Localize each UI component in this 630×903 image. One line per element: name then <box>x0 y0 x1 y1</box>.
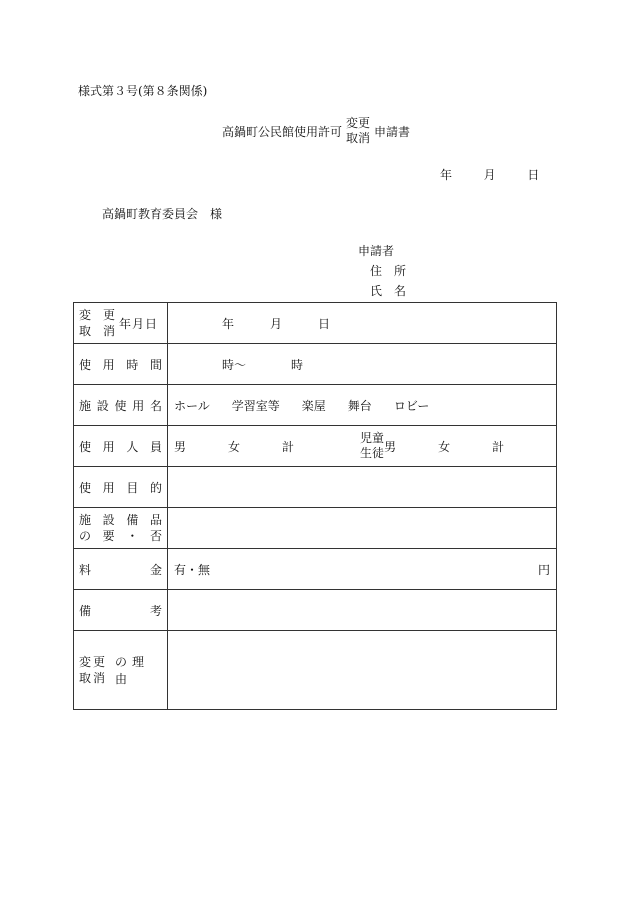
option-hall[interactable]: ホール <box>174 398 210 413</box>
table-row-usage-time <box>74 344 557 385</box>
addressee: 高鍋町教育委員会 様 <box>102 207 223 221</box>
date-year: 年 <box>440 168 453 182</box>
title-alt-change: 変更 <box>346 116 371 130</box>
date-month: 月 <box>483 168 496 182</box>
fee-option[interactable]: 有・無 <box>174 562 211 577</box>
option-dressing-room[interactable]: 楽屋 <box>301 398 326 413</box>
field-child-total: 計 <box>492 439 505 454</box>
fee-yen-unit: 円 <box>537 562 550 577</box>
option-lobby[interactable]: ロビー <box>393 398 430 413</box>
label-equipment: 施 設 備 品 の 要 ・ 否 <box>74 508 168 549</box>
title-alt-cancel: 取消 <box>346 131 371 145</box>
label-remarks: 備 考 <box>74 590 168 631</box>
field-child-female: 女 <box>438 439 451 454</box>
table-row-change-date <box>74 303 557 344</box>
label-change-date-suffix: 年月日 <box>119 316 159 331</box>
field-month: 月 <box>270 316 283 331</box>
date-day: 日 <box>527 168 540 182</box>
field-day: 日 <box>318 316 331 331</box>
field-purpose[interactable] <box>168 467 557 508</box>
field-remarks[interactable] <box>168 590 557 631</box>
option-study-room[interactable]: 学習室等 <box>231 398 280 413</box>
table-row-purpose <box>74 467 557 508</box>
label-reason: 変 更 取 消 の理由 <box>74 631 168 710</box>
option-stage[interactable]: 舞台 <box>347 398 372 413</box>
label-attendees: 使 用 人 員 <box>74 426 168 467</box>
label-reason-suffix: の理由 <box>115 655 150 686</box>
form-number: 様式第３号(第８条関係) <box>78 84 208 98</box>
table-row-attendees <box>74 426 557 467</box>
applicant-block <box>358 241 406 301</box>
field-attendees[interactable] <box>168 426 557 467</box>
title-suffix: 申請書 <box>374 124 411 139</box>
submission-date <box>440 166 539 183</box>
field-end-hour: 時 <box>291 357 304 372</box>
label-facility: 施 設 使 用 名 <box>74 385 168 426</box>
label-fee: 料 金 <box>74 549 168 590</box>
field-change-date[interactable] <box>168 303 557 344</box>
title-prefix: 高鍋町公民館使用許可 <box>222 124 343 139</box>
field-fee[interactable] <box>168 549 557 590</box>
label-children: 児童 生徒 <box>360 431 385 460</box>
table-row-facility <box>74 385 557 426</box>
field-facility[interactable] <box>168 385 557 426</box>
field-reason[interactable] <box>168 631 557 710</box>
application-form-table <box>73 302 557 710</box>
table-row-remarks <box>74 590 557 631</box>
label-purpose: 使 用 目 的 <box>74 467 168 508</box>
applicant-address-label: 住 所 <box>370 264 407 278</box>
table-row-equipment <box>74 508 557 549</box>
table-row-reason <box>74 631 557 710</box>
label-usage-time: 使 用 時 間 <box>74 344 168 385</box>
field-male: 男 <box>174 439 187 454</box>
document-title <box>222 116 410 146</box>
applicant-heading: 申請者 <box>358 244 395 258</box>
field-start-hour: 時～ <box>222 357 247 372</box>
field-female: 女 <box>228 439 241 454</box>
field-year: 年 <box>222 316 235 331</box>
applicant-name-label: 氏 名 <box>370 284 407 298</box>
table-row-fee <box>74 549 557 590</box>
field-total: 計 <box>282 439 295 454</box>
field-usage-time[interactable] <box>168 344 557 385</box>
label-change-date: 変 更 取 消 年月日 <box>74 303 168 344</box>
field-equipment[interactable] <box>168 508 557 549</box>
title-alternatives <box>346 116 370 146</box>
field-child-male: 男 <box>384 439 397 454</box>
